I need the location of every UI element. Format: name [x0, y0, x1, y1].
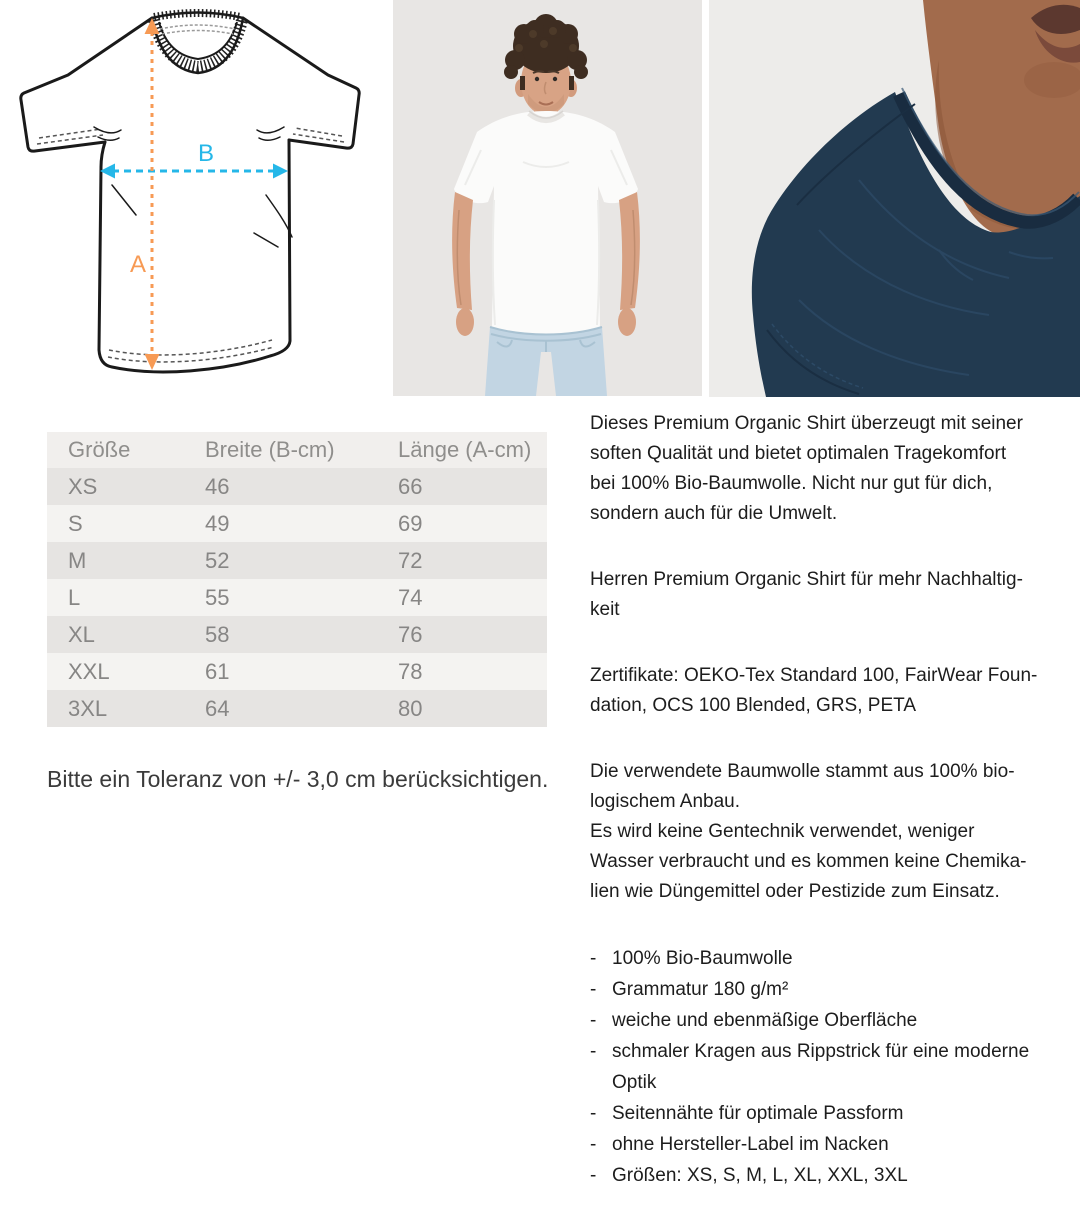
- description-paragraph: Die verwendete Baumwolle stammt aus 100% bio- logischem Anbau. Es wird keine Gentechnik verwendet, weniger Wasser verbraucht und es kommen keine Chemika- lien wie Düngemittel oder Pestizide zum Einsatz.: [590, 761, 1027, 902]
- measurement-a-label: A: [129, 251, 146, 278]
- table-row: [47, 579, 547, 616]
- table-cell: 3XL: [47, 690, 184, 727]
- table-cell: S: [47, 505, 184, 542]
- crease-lines: [94, 127, 292, 247]
- table-cell: 74: [377, 579, 547, 616]
- column-header-breite: Breite (B-cm): [184, 432, 377, 468]
- table-cell: 78: [377, 653, 547, 690]
- feature-item: [590, 1005, 1056, 1036]
- table-row: [47, 616, 547, 653]
- tolerance-note: Bitte ein Toleranz von +/- 3,0 cm berücksichtigen.: [47, 766, 549, 792]
- table-cell: XXL: [47, 653, 184, 690]
- table-cell: XL: [47, 616, 184, 653]
- closeup-photo-graphic: [709, 0, 1080, 397]
- model-photo-graphic: [393, 0, 702, 396]
- table-cell: 58: [184, 616, 377, 653]
- table-cell: 64: [184, 690, 377, 727]
- description-paragraph: Herren Premium Organic Shirt für mehr Nachhaltig- keit: [590, 569, 1023, 620]
- stitch-lines: [37, 128, 344, 362]
- table-cell: 61: [184, 653, 377, 690]
- column-header-groesse: Größe: [47, 432, 184, 468]
- measurement-b-label: B: [197, 140, 215, 167]
- tshirt-diagram-graphic: [8, 5, 368, 395]
- table-cell: 55: [184, 579, 377, 616]
- column-header-laenge: Länge (A-cm): [377, 432, 547, 468]
- table-cell: 52: [184, 542, 377, 579]
- product-description: [590, 409, 1056, 1191]
- feature-item: [590, 1129, 1056, 1160]
- feature-item-text: Grammatur 180 g/m²: [612, 979, 789, 1000]
- table-row: [47, 690, 547, 727]
- size-table-header-row: [47, 432, 547, 468]
- collar: [152, 13, 243, 74]
- feature-item-text: weiche und ebenmäßige Oberfläche: [612, 1010, 918, 1031]
- bullet-dash: -: [590, 1165, 597, 1186]
- table-cell: 69: [377, 505, 547, 542]
- feature-item-text: schmaler Kragen aus Rippstrick für eine moderne Optik: [612, 1041, 1030, 1093]
- table-row: [47, 505, 547, 542]
- bullet-dash: -: [590, 979, 597, 1000]
- bullet-dash: -: [590, 1010, 597, 1031]
- table-cell: XS: [47, 468, 184, 505]
- size-diagram: [8, 5, 368, 395]
- feature-item: [590, 1098, 1056, 1129]
- bullet-dash: -: [590, 948, 597, 969]
- table-cell: 80: [377, 690, 547, 727]
- measurement-a: [130, 18, 160, 370]
- size-table: [47, 432, 547, 727]
- table-row: [47, 542, 547, 579]
- table-row: [47, 653, 547, 690]
- bullet-dash: -: [590, 1103, 597, 1124]
- feature-item: [590, 974, 1056, 1005]
- feature-list: [590, 943, 1056, 1191]
- size-table-body: [47, 468, 547, 727]
- table-cell: 72: [377, 542, 547, 579]
- table-cell: 49: [184, 505, 377, 542]
- description-paragraph: Dieses Premium Organic Shirt überzeugt mit seiner soften Qualität und bietet optimalen Tragekomfort bei 100% Bio-Baumwolle. Nicht nur gut für dich, sondern auch für die Umwelt.: [590, 413, 1023, 524]
- closeup-photo: [709, 0, 1080, 397]
- feature-item: [590, 943, 1056, 974]
- table-cell: 46: [184, 468, 377, 505]
- table-row: [47, 468, 547, 505]
- feature-item: [590, 1036, 1056, 1098]
- measurement-b: [100, 140, 288, 179]
- table-cell: L: [47, 579, 184, 616]
- bullet-dash: -: [590, 1134, 597, 1155]
- model-photo: [393, 0, 702, 396]
- bullet-dash: -: [590, 1041, 597, 1062]
- table-cell: 66: [377, 468, 547, 505]
- feature-item-text: Größen: XS, S, M, L, XL, XXL, 3XL: [612, 1165, 908, 1186]
- table-cell: 76: [377, 616, 547, 653]
- feature-item-text: Seitennähte für optimale Passform: [612, 1103, 904, 1124]
- feature-item-text: ohne Hersteller-Label im Nacken: [612, 1134, 889, 1155]
- description-paragraph: Zertifikate: OEKO-Tex Standard 100, FairWear Foun- dation, OCS 100 Blended, GRS, PETA: [590, 665, 1038, 716]
- feature-item-text: 100% Bio-Baumwolle: [612, 948, 793, 969]
- table-cell: M: [47, 542, 184, 579]
- description-paragraphs: [590, 409, 1056, 907]
- feature-item: [590, 1160, 1056, 1191]
